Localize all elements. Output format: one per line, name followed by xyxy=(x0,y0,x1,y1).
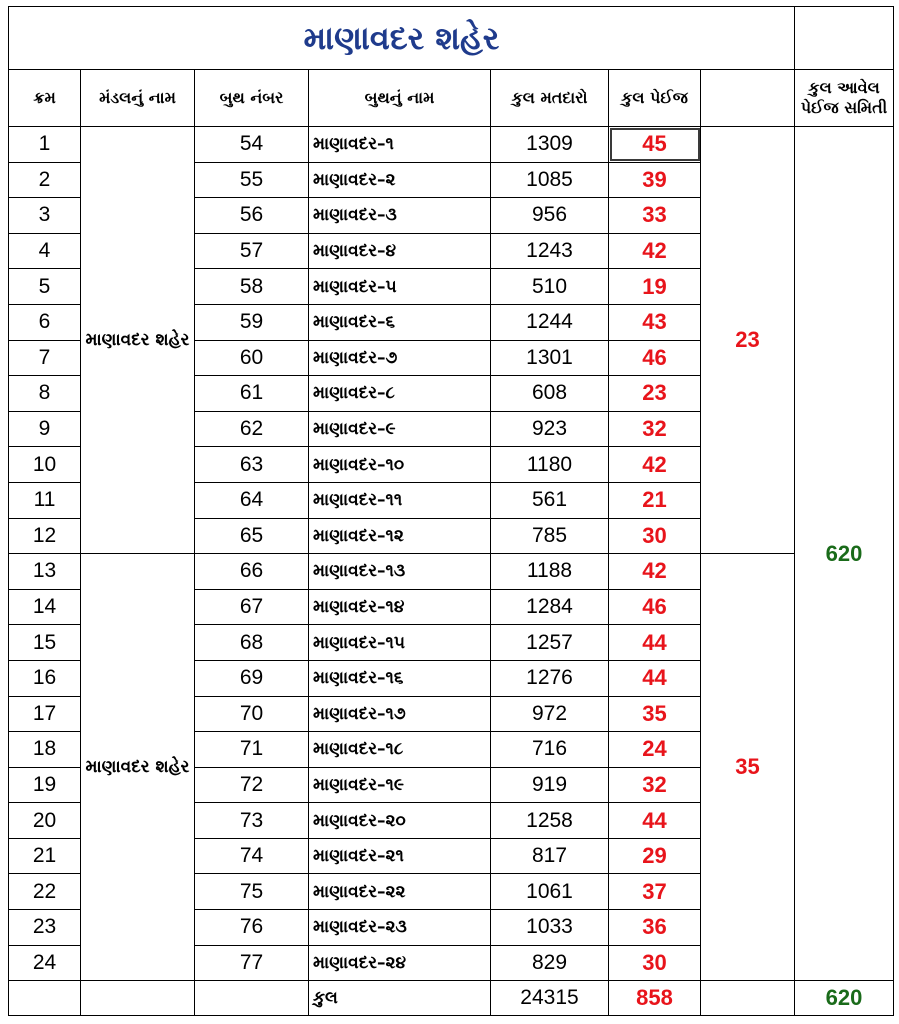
booth-number-cell: 54 xyxy=(195,127,309,163)
booth-number-cell: 69 xyxy=(195,660,309,696)
serial-cell: 8 xyxy=(9,376,81,412)
booth-number-cell: 65 xyxy=(195,518,309,554)
pages-cell: 42 xyxy=(609,233,701,269)
voters-cell: 1301 xyxy=(491,340,609,376)
booth-name-cell: માણાવદર–૨૧ xyxy=(309,838,491,874)
pages-cell: 43 xyxy=(609,304,701,340)
mandal-name-cell: માણાવદર શહેર xyxy=(81,127,195,554)
booth-name-cell: માણાવદર–૪ xyxy=(309,233,491,269)
booth-number-cell: 71 xyxy=(195,732,309,768)
booth-number-cell: 72 xyxy=(195,767,309,803)
booth-number-cell: 60 xyxy=(195,340,309,376)
pages-cell: 32 xyxy=(609,411,701,447)
header-booth-name: બુથનું નામ xyxy=(309,70,491,127)
booth-number-cell: 77 xyxy=(195,945,309,981)
serial-cell: 22 xyxy=(9,874,81,910)
pages-cell: 33 xyxy=(609,198,701,234)
header-pages: કુલ પેઈજ xyxy=(609,70,701,127)
total-committee: 620 xyxy=(795,981,894,1016)
serial-cell: 10 xyxy=(9,447,81,483)
booth-number-cell: 55 xyxy=(195,162,309,198)
serial-cell: 21 xyxy=(9,838,81,874)
committee-total-cell: 620 xyxy=(795,127,894,981)
voters-cell: 1258 xyxy=(491,803,609,839)
booth-name-cell: માણાવદર–૭ xyxy=(309,340,491,376)
serial-cell: 2 xyxy=(9,162,81,198)
pages-cell: 39 xyxy=(609,162,701,198)
booth-name-cell: માણાવદર–૧૫ xyxy=(309,625,491,661)
voters-cell: 1180 xyxy=(491,447,609,483)
booth-name-cell: માણાવદર–૧ xyxy=(309,127,491,163)
total-voters: 24315 xyxy=(491,981,609,1016)
booth-name-cell: માણાવદર–૨૩ xyxy=(309,910,491,946)
serial-cell: 4 xyxy=(9,233,81,269)
pages-cell: 46 xyxy=(609,589,701,625)
table-row xyxy=(9,127,894,163)
table-row xyxy=(9,554,894,590)
mandal-name-cell: માણાવદર શહેર xyxy=(81,554,195,981)
total-row xyxy=(9,981,894,1016)
booth-name-cell: માણાવદર–૧૭ xyxy=(309,696,491,732)
serial-cell: 1 xyxy=(9,127,81,163)
group-pages-cell: 23 xyxy=(701,127,795,554)
total-blank-serial xyxy=(9,981,81,1016)
title-blank-cell xyxy=(795,7,894,70)
voters-cell: 716 xyxy=(491,732,609,768)
booth-number-cell: 59 xyxy=(195,304,309,340)
pages-cell: 29 xyxy=(609,838,701,874)
booth-name-cell: માણાવદર–૬ xyxy=(309,304,491,340)
voters-cell: 1309 xyxy=(491,127,609,163)
pages-cell: 44 xyxy=(609,803,701,839)
booth-number-cell: 57 xyxy=(195,233,309,269)
total-blank-booth-no xyxy=(195,981,309,1016)
booth-name-cell: માણાવદર–૧૦ xyxy=(309,447,491,483)
booth-number-cell: 67 xyxy=(195,589,309,625)
booth-name-cell: માણાવદર–૧૪ xyxy=(309,589,491,625)
booth-name-cell: માણાવદર–૨૪ xyxy=(309,945,491,981)
booth-number-cell: 64 xyxy=(195,482,309,518)
header-committee: કુલ આવેલ પેઈજ સમિતી xyxy=(795,70,894,127)
pages-cell: 44 xyxy=(609,625,701,661)
header-mandal: મંડલનું નામ xyxy=(81,70,195,127)
serial-cell: 13 xyxy=(9,554,81,590)
voters-cell: 919 xyxy=(491,767,609,803)
booth-name-cell: માણાવદર–૧૮ xyxy=(309,732,491,768)
booth-name-cell: માણાવદર–૧૯ xyxy=(309,767,491,803)
booth-number-cell: 66 xyxy=(195,554,309,590)
pages-cell: 42 xyxy=(609,554,701,590)
voters-cell: 972 xyxy=(491,696,609,732)
serial-cell: 17 xyxy=(9,696,81,732)
booth-number-cell: 56 xyxy=(195,198,309,234)
serial-cell: 24 xyxy=(9,945,81,981)
booth-name-cell: માણાવદર–૮ xyxy=(309,376,491,412)
total-blank-group xyxy=(701,981,795,1016)
voters-cell: 1243 xyxy=(491,233,609,269)
booth-name-cell: માણાવદર–૨૨ xyxy=(309,874,491,910)
pages-cell: 35 xyxy=(609,696,701,732)
voters-cell: 1033 xyxy=(491,910,609,946)
serial-cell: 9 xyxy=(9,411,81,447)
booth-name-cell: માણાવદર–૧૬ xyxy=(309,660,491,696)
voters-cell: 829 xyxy=(491,945,609,981)
header-row xyxy=(9,70,894,127)
pages-cell: 30 xyxy=(609,945,701,981)
pages-cell: 21 xyxy=(609,482,701,518)
serial-cell: 12 xyxy=(9,518,81,554)
serial-cell: 23 xyxy=(9,910,81,946)
serial-cell: 14 xyxy=(9,589,81,625)
voters-cell: 510 xyxy=(491,269,609,305)
voters-cell: 1284 xyxy=(491,589,609,625)
pages-cell: 36 xyxy=(609,910,701,946)
voters-cell: 1061 xyxy=(491,874,609,910)
booth-name-cell: માણાવદર–૧૨ xyxy=(309,518,491,554)
pages-cell: 37 xyxy=(609,874,701,910)
serial-cell: 19 xyxy=(9,767,81,803)
header-booth-no: બુથ નંબર xyxy=(195,70,309,127)
booth-number-cell: 62 xyxy=(195,411,309,447)
booth-name-cell: માણાવદર–૩ xyxy=(309,198,491,234)
page-title: માણાવદર શહેર xyxy=(9,7,795,70)
serial-cell: 20 xyxy=(9,803,81,839)
booth-number-cell: 63 xyxy=(195,447,309,483)
pages-cell: 42 xyxy=(609,447,701,483)
booth-name-cell: માણાવદર–૧૩ xyxy=(309,554,491,590)
booth-number-cell: 68 xyxy=(195,625,309,661)
voters-cell: 817 xyxy=(491,838,609,874)
pages-cell: 24 xyxy=(609,732,701,768)
header-group-pages xyxy=(701,70,795,127)
pages-cell: 46 xyxy=(609,340,701,376)
booth-number-cell: 73 xyxy=(195,803,309,839)
booth-name-cell: માણાવદર–૯ xyxy=(309,411,491,447)
pages-cell: 23 xyxy=(609,376,701,412)
booth-number-cell: 70 xyxy=(195,696,309,732)
voters-cell: 561 xyxy=(491,482,609,518)
header-serial: ક્રમ xyxy=(9,70,81,127)
booth-number-cell: 58 xyxy=(195,269,309,305)
booth-name-cell: માણાવદર–૨૦ xyxy=(309,803,491,839)
serial-cell: 11 xyxy=(9,482,81,518)
voters-cell: 956 xyxy=(491,198,609,234)
total-blank-mandal xyxy=(81,981,195,1016)
booth-summary-table xyxy=(8,6,894,1016)
header-voters: કુલ મતદારો xyxy=(491,70,609,127)
voters-cell: 923 xyxy=(491,411,609,447)
title-row xyxy=(9,7,894,70)
voters-cell: 1276 xyxy=(491,660,609,696)
voters-cell: 1085 xyxy=(491,162,609,198)
serial-cell: 16 xyxy=(9,660,81,696)
booth-number-cell: 61 xyxy=(195,376,309,412)
serial-cell: 5 xyxy=(9,269,81,305)
booth-number-cell: 76 xyxy=(195,910,309,946)
serial-cell: 18 xyxy=(9,732,81,768)
voters-cell: 1188 xyxy=(491,554,609,590)
voters-cell: 1257 xyxy=(491,625,609,661)
serial-cell: 3 xyxy=(9,198,81,234)
voters-cell: 785 xyxy=(491,518,609,554)
total-pages: 858 xyxy=(609,981,701,1016)
pages-cell: 19 xyxy=(609,269,701,305)
booth-number-cell: 74 xyxy=(195,838,309,874)
voters-cell: 1244 xyxy=(491,304,609,340)
serial-cell: 7 xyxy=(9,340,81,376)
group-pages-cell: 35 xyxy=(701,554,795,981)
pages-cell: 44 xyxy=(609,660,701,696)
pages-cell: 32 xyxy=(609,767,701,803)
booth-name-cell: માણાવદર–૫ xyxy=(309,269,491,305)
pages-cell: 30 xyxy=(609,518,701,554)
booth-number-cell: 75 xyxy=(195,874,309,910)
booth-name-cell: માણાવદર–૧૧ xyxy=(309,482,491,518)
voters-cell: 608 xyxy=(491,376,609,412)
booth-name-cell: માણાવદર–૨ xyxy=(309,162,491,198)
serial-cell: 15 xyxy=(9,625,81,661)
serial-cell: 6 xyxy=(9,304,81,340)
pages-cell: 45 xyxy=(609,127,701,163)
total-label: કુલ xyxy=(309,981,491,1016)
